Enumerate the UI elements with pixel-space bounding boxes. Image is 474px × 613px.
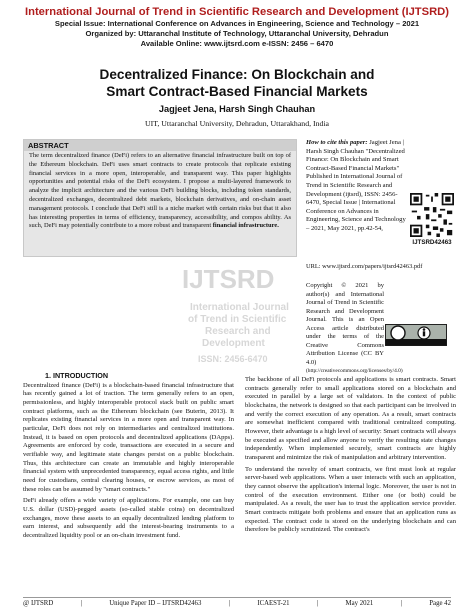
abstract-box <box>23 139 297 257</box>
footer-paper-id: Unique Paper ID – IJTSRD42463 <box>109 600 202 607</box>
paragraph: The backbone of all DeFi protocols and applications is smart contracts. Smart contracts generally refer to small applications stored on a blockchain and executed in parallel by a large set of validators. In the context of public blockchains, the network is designed so that each participant can be involved in and verify the correct execution of any operation. As a result, smart contracts are somewhat inefficient compared with traditional centralized computing. However, their advantage is a high level of security: Smart contracts will always be executed as specified and allow anyone to verify the resulting state changes independently. When implemented securely, smart contracts are highly transparent and minimize the risk of manipulation and arbitrary intervention. <box>245 376 456 461</box>
footer-date: May 2021 <box>345 600 374 607</box>
watermark-logo-text: IJTSRD <box>182 264 275 294</box>
cc-by-license-icon <box>385 324 447 346</box>
footer-divider: | <box>316 600 319 607</box>
special-issue-line: Special Issue: International Conference on Advances in Engineering, Science and Technology – 2021 <box>54 19 420 28</box>
citation-url[interactable]: URL: www.ijtsrd.com/papers/ijtsrd42463.pdf <box>306 263 423 270</box>
citation-text <box>306 139 410 234</box>
section-heading: 1. INTRODUCTION <box>45 371 109 380</box>
paragraph: To understand the novelty of smart contracts, we first must look at regular server-based web applications. When a user interacts with such an application, they cannot observe the application's internal logic. Moreover, the user is not in control of the execution environment. Either one (or both) could be manipulated. As a result, the user has to trust the application service provider. Smart contracts mitigate both problems and ensure that an application runs as expected. The contract code is stored on the underlying blockchain and can therefore be publicly scrutinized. The contract's <box>245 465 456 534</box>
paragraph: DeFi already offers a wide variety of applications. For example, one can buy U.S. dollar (USD)-pegged assets (so-called stable coins) on decentralized exchanges, move these assets to an equally decentralized lending platform to earn interest, and subsequently add the interest-bearing instruments to a decentralized liquidity pool or an on-chain investment fund. <box>23 497 234 539</box>
footer-copyright: @ IJTSRD <box>23 600 54 607</box>
license-url[interactable]: (http://creativecommons.org/licenses/by/4.0) <box>306 368 403 374</box>
affiliation: UIT, Uttaranchal University, Dehradun, Uttarakhand, India <box>144 119 330 128</box>
abstract-body <box>24 151 296 232</box>
citation-body: Jagjeet Jena | Harsh Singh Chauhan "Decentralized Finance: On Blockchain and Smart Contract-Based Financial Markets" Published in International Journal of Trend in Scientific Research and Development (ijtsrd), ISSN: 2456-6470, Special Issue | International Conference on Advances in Engineering, Science and Technology – 2021, May 2021, pp.42-54, <box>306 139 406 232</box>
watermark-issn: ISSN: 2456-6470 <box>198 354 268 364</box>
qr-paper-id: IJTSRD42463 <box>412 239 452 246</box>
abstract-text-bold: financial infrastructure. <box>212 222 279 230</box>
organizer-line: Organized by: Uttaranchal Institute of Technology, Uttaranchal University, Dehradun <box>85 29 389 38</box>
title-line-2: Smart Contract-Based Financial Markets <box>106 84 368 99</box>
page-footer <box>23 597 451 607</box>
footer-divider: | <box>400 600 402 607</box>
authors: Jagjeet Jena, Harsh Singh Chauhan <box>158 104 316 114</box>
journal-header <box>0 5 474 49</box>
footer-divider: | <box>228 600 231 607</box>
footer-conference: ICAEST-21 <box>257 600 290 607</box>
copyright-text: Copyright © 2021 by author(s) and International Journal of Trend in Scientific Research and Development Journal. This is an Open Access article distributed under the terms of the Creative Commons Attribution License (CC BY 4.0) <box>306 282 384 366</box>
abstract-text: The term decentralized finance (DeFi) refers to an alternative financial infrastructure built on top of the Ethereum blockchain. DeFi uses smart contracts to create protocols that replicate existing financial services in a more open, interoperable, and transparent way. This paper highlights opportunities and potential risks of the DeFi ecosystem. I propose a multi-layered framework to analyze the implicit architecture and the various DeFi building blocks, including token standards, decentralized exchanges, decentralized debt markets, blockchain derivatives, and on-chain asset management protocols. I conclude that DeFi still is a niche market with certain risks but that it also has interesting properties in terms of efficiency, transparency, accessibility, and compos ability. As such, DeFi may potentially contribute to a more robust and transparent <box>29 152 291 230</box>
watermark-line-1: International Journal <box>190 302 289 313</box>
availability-line: Available Online: www.ijtsrd.com e-ISSN: 2456 – 6470 <box>140 39 334 48</box>
watermark-line-4: Development <box>202 338 265 349</box>
watermark-line-2: of Trend in Scientific <box>188 314 287 325</box>
qr-code-icon <box>410 193 454 237</box>
right-column <box>245 376 456 538</box>
left-column <box>23 372 234 543</box>
paper-title <box>0 66 474 100</box>
paragraph: Decentralized finance (DeFi) is a blockchain-based financial infrastructure that has recently gained a lot of traction. The term generally refers to an open, permissionless, and highly interoperable protocol stack built on public smart contract platforms, such as the Ethereum blockchain (see Buterin, 2013). It replicates existing financial services in a more open and transparent way. In particular, DeFi does not rely on intermediaries and centralized institutions. Instead, it is based on open protocols and decentralized applications (DApps). Agreements are enforced by code, transactions are executed in a secure and verifiable way, and legitimate state changes persist on a public blockchain. Thus, this architecture can create an immutable and highly interoperable financial system with unprecedented transparency, equal access rights, and little need for custodians, central clearing houses, or escrow services, as most of these roles can be assumed by "smart contracts." <box>23 381 234 493</box>
abstract-heading: ABSTRACT <box>24 140 296 151</box>
watermark-line-3: Research and <box>205 326 271 337</box>
footer-divider: | <box>80 600 82 607</box>
title-line-1: Decentralized Finance: On Blockchain and <box>99 67 375 82</box>
journal-watermark <box>120 258 350 378</box>
journal-name: International Journal of Trend in Scientific Research and Development (IJTSRD) <box>25 6 449 18</box>
footer-page-number: Page 42 <box>429 600 451 607</box>
citation-label: How to cite this paper: <box>306 139 368 146</box>
